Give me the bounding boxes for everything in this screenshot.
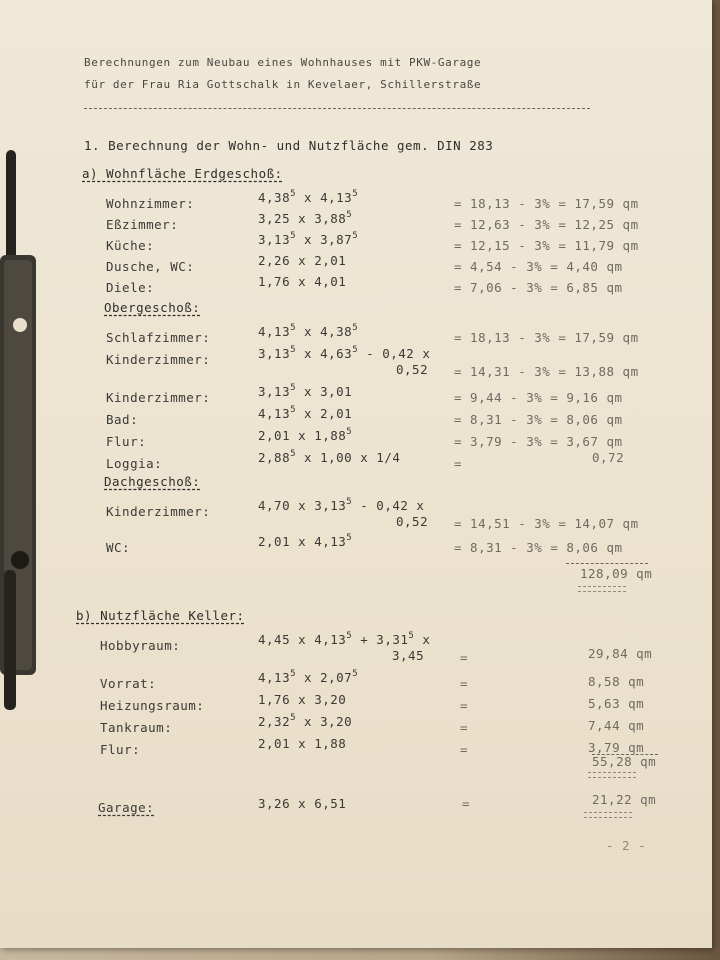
- dimension-continuation: 0,52: [396, 362, 429, 377]
- garage-value: 21,22 qm: [592, 792, 657, 807]
- binder-clip-icon: [0, 150, 40, 710]
- header-rule: [84, 108, 590, 109]
- room-label: Flur:: [100, 742, 141, 757]
- equals-sign: =: [460, 650, 469, 665]
- area-value: 3,79 qm: [588, 740, 645, 755]
- area-result: = 14,31 - 3% = 13,88 qm: [454, 364, 639, 379]
- room-label: Vorrat:: [100, 676, 157, 691]
- area-result: = 18,13 - 3% = 17,59 qm: [454, 330, 639, 345]
- equals-sign: =: [460, 676, 469, 691]
- area-result: = 8,31 - 3% = 8,06 qm: [454, 540, 623, 555]
- area-result: = 7,06 - 3% = 6,85 qm: [454, 280, 623, 295]
- room-dimensions: 2,01 x 1,88$^5$: [258, 427, 353, 443]
- room-dimensions: 1,76 x 3,20: [258, 692, 347, 707]
- room-dimensions: 4,45 x $4,13^5 + 3,31^5$ x: [258, 631, 431, 647]
- room-dimensions: 3,13$^5$ x 3,87$^5$: [258, 231, 359, 247]
- area-result: = 9,44 - 3% = 9,16 qm: [454, 390, 623, 405]
- equals-sign: =: [460, 698, 469, 713]
- total-a: 128,09 qm: [580, 566, 653, 581]
- garage-dimensions: 3,26 x 6,51: [258, 796, 347, 811]
- room-label: Kinderzimmer:: [106, 352, 211, 367]
- area-result: = 3,79 - 3% = 3,67 qm: [454, 434, 623, 449]
- room-label: Bad:: [106, 412, 139, 427]
- room-label: Tankraum:: [100, 720, 173, 735]
- room-dimensions: 3,25 x 3,88$^5$: [258, 210, 353, 226]
- room-dimensions: 4,13$^5$ x 2,07$^5$: [258, 669, 359, 685]
- page-number: - 2 -: [606, 838, 647, 853]
- section-1-title: 1. Berechnung der Wohn- und Nutzfläche gem. DIN 283: [84, 138, 494, 153]
- room-label: Kinderzimmer:: [106, 504, 211, 519]
- total-a-rule: [566, 563, 648, 564]
- equals-sign: =: [460, 742, 469, 757]
- dg-title: Dachgeschoß:: [104, 474, 201, 489]
- garage-eq: =: [462, 796, 471, 811]
- subtotal-b: 55,28 qm: [592, 754, 657, 769]
- dimension-continuation: 0,52: [396, 514, 429, 529]
- header-line-1: Berechnungen zum Neubau eines Wohnhauses mit PKW-Garage: [84, 56, 482, 69]
- area-value: 5,63 qm: [588, 696, 645, 711]
- area-result: = 4,54 - 3% = 4,40 qm: [454, 259, 623, 274]
- room-dimensions: 1,76 x 4,01: [258, 274, 347, 289]
- room-label: Flur:: [106, 434, 147, 449]
- area-value: 8,58 qm: [588, 674, 645, 689]
- header-line-2: für der Frau Ria Gottschalk in Kevelaer, Schillerstraße: [84, 78, 482, 91]
- room-dimensions: 4,70 x 3,13$^5$ - 0,42 x: [258, 497, 425, 513]
- area-result-value: 0,72: [592, 450, 625, 465]
- room-label: Wohnzimmer:: [106, 196, 195, 211]
- room-dimensions: 3,13$^5$ x 4,63$^5$ - 0,42 x: [258, 345, 431, 361]
- room-label: Dusche, WC:: [106, 259, 195, 274]
- room-label: Heizungsraum:: [100, 698, 205, 713]
- og-title: Obergeschoß:: [104, 300, 201, 315]
- room-dimensions: 4,13$^5$ x 4,38$^5$: [258, 323, 359, 339]
- subtotal-b-double-underline: [588, 772, 636, 778]
- dimension-continuation: 3,45: [392, 648, 425, 663]
- room-dimensions: 3,13$^5$ x 3,01: [258, 383, 353, 399]
- area-result: = 12,15 - 3% = 11,79 qm: [454, 238, 639, 253]
- room-dimensions: 2,01 x 1,88: [258, 736, 347, 751]
- room-label: Loggia:: [106, 456, 163, 471]
- room-dimensions: 2,01 x 4,13$^5$: [258, 533, 353, 549]
- area-result: = 14,51 - 3% = 14,07 qm: [454, 516, 639, 531]
- section-b-title: b) Nutzfläche Keller:: [76, 608, 245, 623]
- garage-double-underline: [584, 812, 632, 818]
- area-value: 29,84 qm: [588, 646, 653, 661]
- equals-sign: =: [460, 720, 469, 735]
- room-label: WC:: [106, 540, 131, 555]
- total-a-double-underline: [578, 586, 626, 592]
- room-dimensions: 2,26 x 2,01: [258, 253, 347, 268]
- room-dimensions: 4,13$^5$ x 2,01: [258, 405, 353, 421]
- area-result: = 8,31 - 3% = 8,06 qm: [454, 412, 623, 427]
- area-result: =: [454, 456, 463, 471]
- room-label: Kinderzimmer:: [106, 390, 211, 405]
- area-result: = 12,63 - 3% = 12,25 qm: [454, 217, 639, 232]
- area-result: = 18,13 - 3% = 17,59 qm: [454, 196, 639, 211]
- room-label: Schlafzimmer:: [106, 330, 211, 345]
- room-label: Küche:: [106, 238, 155, 253]
- room-label: Eßzimmer:: [106, 217, 179, 232]
- garage-label: Garage:: [98, 800, 155, 815]
- section-a-title: a) Wohnfläche Erdgeschoß:: [82, 166, 283, 181]
- room-label: Hobbyraum:: [100, 638, 181, 653]
- room-label: Diele:: [106, 280, 155, 295]
- area-value: 7,44 qm: [588, 718, 645, 733]
- room-dimensions: 2,32$^5$ x 3,20: [258, 713, 353, 729]
- room-dimensions: 4,38$^5$ x 4,13$^5$: [258, 189, 359, 205]
- room-dimensions: 2,88$^5$ x 1,00 x 1/4: [258, 449, 401, 465]
